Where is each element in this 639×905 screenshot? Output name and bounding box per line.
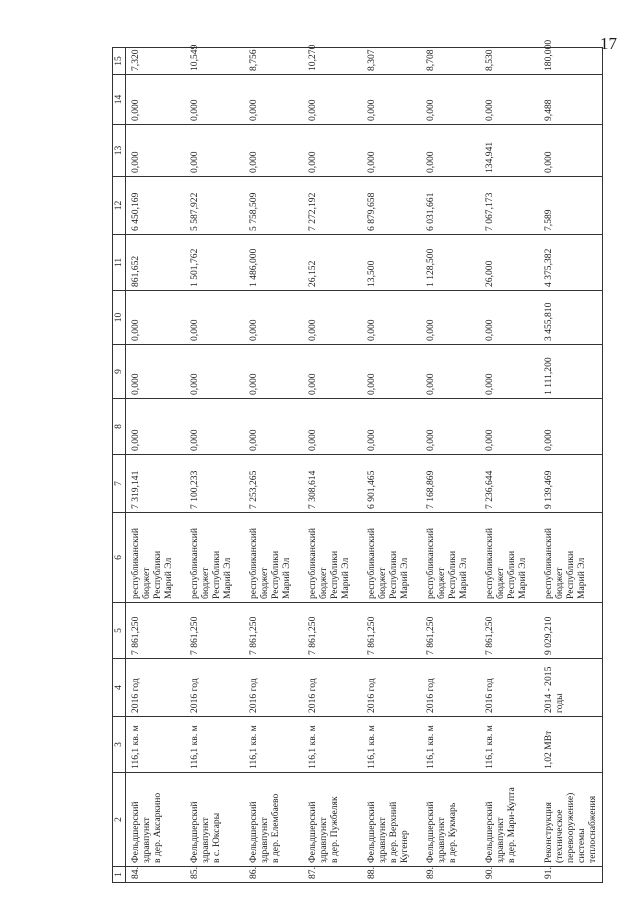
column-header-10: 10 [113, 291, 126, 345]
table-cell-col-15: 10,549 [185, 48, 244, 75]
table-cell-col-6: республиканский бюджет Республики Марий Эл [421, 513, 480, 603]
table-cell-col-15: 180,000 [539, 48, 603, 75]
table-cell-col-2: Фельдшерский здравпункт в дер. Аксаркино [126, 773, 186, 867]
table-cell-col-7: 7 308,614 [303, 455, 362, 513]
table-cell-col-9: 0,000 [362, 345, 421, 399]
table-cell-col-3: 116,1 кв. м [421, 717, 480, 773]
table-row [126, 48, 186, 883]
table-cell-col-3: 116,1 кв. м [480, 717, 539, 773]
table-cell-col-14: 0,000 [421, 75, 480, 125]
table-cell-col-5: 7 861,250 [185, 603, 244, 659]
column-number-row [113, 48, 126, 883]
table-cell-col-15: 8,708 [421, 48, 480, 75]
table-cell-col-11: 26,000 [480, 235, 539, 291]
table-cell-col-13: 0,000 [539, 125, 603, 177]
table-cell-col-3: 116,1 кв. м [303, 717, 362, 773]
table-cell-col-2: Фельдшерский здравпункт в дер. Кукмарь [421, 773, 480, 867]
table-cell-col-14: 9,488 [539, 75, 603, 125]
table-cell-col-12: 6 450,169 [126, 177, 186, 235]
column-header-1: 1 [113, 867, 126, 883]
table-cell-col-4: 2016 год [480, 659, 539, 717]
table-cell-col-15: 7,320 [126, 48, 186, 75]
table-cell-col-2: Реконструкция (техническое перевооружение) системы теплоснабжения [539, 773, 603, 867]
table-cell-col-11: 13,500 [362, 235, 421, 291]
column-header-4: 4 [113, 659, 126, 717]
table-cell-col-2: Фельдшерский здравпункт в дер. Пужбеляк [303, 773, 362, 867]
table-cell-col-12: 7,589 [539, 177, 603, 235]
table-row [539, 48, 603, 883]
table-cell-col-10: 0,000 [362, 291, 421, 345]
table-cell-col-1: 90. [480, 867, 539, 883]
table-cell-col-3: 116,1 кв. м [244, 717, 303, 773]
table-cell-col-3: 1,02 МВт [539, 717, 603, 773]
table-cell-col-9: 0,000 [244, 345, 303, 399]
column-header-7: 7 [113, 455, 126, 513]
table-cell-col-3: 116,1 кв. м [362, 717, 421, 773]
table-cell-col-6: республиканский бюджет Республики Марий Эл [539, 513, 603, 603]
table-cell-col-11: 1 128,500 [421, 235, 480, 291]
rotated-table-container [112, 39, 599, 883]
table-cell-col-12: 6 031,661 [421, 177, 480, 235]
table-cell-col-13: 0,000 [185, 125, 244, 177]
table-cell-col-14: 0,000 [303, 75, 362, 125]
table-cell-col-5: 7 861,250 [244, 603, 303, 659]
table-cell-col-15: 8,530 [480, 48, 539, 75]
table-cell-col-7: 9 139,469 [539, 455, 603, 513]
table-cell-col-11: 861,652 [126, 235, 186, 291]
column-header-12: 12 [113, 177, 126, 235]
table-cell-col-5: 7 861,250 [421, 603, 480, 659]
column-header-15: 15 [113, 48, 126, 75]
table-cell-col-9: 0,000 [421, 345, 480, 399]
table-cell-col-12: 5 758,509 [244, 177, 303, 235]
table-cell-col-1: 89. [421, 867, 480, 883]
table-cell-col-6: республиканский бюджет Республики Марий Эл [185, 513, 244, 603]
column-header-13: 13 [113, 125, 126, 177]
table-cell-col-14: 0,000 [480, 75, 539, 125]
table-cell-col-12: 6 879,658 [362, 177, 421, 235]
table-cell-col-9: 1 111,200 [539, 345, 603, 399]
table-cell-col-9: 0,000 [303, 345, 362, 399]
table-cell-col-6: республиканский бюджет Республики Марий Эл [126, 513, 186, 603]
table-row [421, 48, 480, 883]
table-row [362, 48, 421, 883]
table-row [303, 48, 362, 883]
table-cell-col-11: 4 375,382 [539, 235, 603, 291]
table-cell-col-13: 0,000 [244, 125, 303, 177]
table-cell-col-2: Фельдшерский здравпункт в дер. Верхний Кугенер [362, 773, 421, 867]
table-cell-col-2: Фельдшерский здравпункт в дер. Мари-Купта [480, 773, 539, 867]
table-cell-col-8: 0,000 [362, 399, 421, 455]
table-cell-col-5: 7 861,250 [362, 603, 421, 659]
table-cell-col-10: 0,000 [421, 291, 480, 345]
column-header-8: 8 [113, 399, 126, 455]
table-cell-col-4: 2016 год [244, 659, 303, 717]
table-cell-col-15: 8,307 [362, 48, 421, 75]
table-row [185, 48, 244, 883]
table-cell-col-14: 0,000 [244, 75, 303, 125]
table-cell-col-8: 0,000 [480, 399, 539, 455]
table-cell-col-6: республиканский бюджет Республики Марий Эл [362, 513, 421, 603]
table-cell-col-5: 7 861,250 [480, 603, 539, 659]
table-cell-col-4: 2016 год [126, 659, 186, 717]
table-cell-col-8: 0,000 [539, 399, 603, 455]
table-cell-col-9: 0,000 [480, 345, 539, 399]
table-cell-col-7: 7 253,265 [244, 455, 303, 513]
column-header-3: 3 [113, 717, 126, 773]
table-cell-col-14: 0,000 [126, 75, 186, 125]
column-header-5: 5 [113, 603, 126, 659]
column-header-11: 11 [113, 235, 126, 291]
table-cell-col-4: 2014 - 2015 годы [539, 659, 603, 717]
table-row [244, 48, 303, 883]
table-body [126, 39, 603, 883]
table-cell-col-6: республиканский бюджет Республики Марий Эл [480, 513, 539, 603]
table-cell-col-13: 0,000 [362, 125, 421, 177]
table-cell-col-12: 7 067,173 [480, 177, 539, 235]
table-cell-col-2: Фельдшерский здравпункт в с. Юксары [185, 773, 244, 867]
table-cell-col-5: 7 861,250 [126, 603, 186, 659]
table-cell-col-7: 7 236,644 [480, 455, 539, 513]
table-cell-col-4: 2016 год [421, 659, 480, 717]
table-cell-col-10: 0,000 [185, 291, 244, 345]
table-cell-col-12: 7 272,192 [303, 177, 362, 235]
table-cell-col-1: 85. [185, 867, 244, 883]
table-cell-col-7: 6 901,465 [362, 455, 421, 513]
table-cell-col-10: 0,000 [244, 291, 303, 345]
table-cell-col-7: 7 100,233 [185, 455, 244, 513]
table-cell-col-9: 0,000 [126, 345, 186, 399]
table-cell-col-12: 5 587,922 [185, 177, 244, 235]
table-cell-col-10: 0,000 [126, 291, 186, 345]
table-cell-col-4: 2016 год [185, 659, 244, 717]
table-cell-col-6: республиканский бюджет Республики Марий Эл [303, 513, 362, 603]
table-cell-col-1: 84. [126, 867, 186, 883]
table-cell-col-15: 10,270 [303, 48, 362, 75]
table-cell-col-7: 7 168,869 [421, 455, 480, 513]
table-cell-col-3: 116,1 кв. м [185, 717, 244, 773]
table-cell-col-11: 26,152 [303, 235, 362, 291]
table-cell-col-10: 0,000 [480, 291, 539, 345]
table-cell-col-5: 9 029,210 [539, 603, 603, 659]
rotated-table-area [112, 39, 599, 883]
table-cell-col-13: 134,941 [480, 125, 539, 177]
table-cell-col-10: 3 455,810 [539, 291, 603, 345]
page-number: 17 [600, 34, 617, 53]
table-cell-col-9: 0,000 [185, 345, 244, 399]
column-header-14: 14 [113, 75, 126, 125]
table-cell-col-5: 7 861,250 [303, 603, 362, 659]
table-cell-col-1: 91. [539, 867, 603, 883]
table-cell-col-4: 2016 год [362, 659, 421, 717]
column-header-6: 6 [113, 513, 126, 603]
table-cell-col-13: 0,000 [421, 125, 480, 177]
table-cell-col-4: 2016 год [303, 659, 362, 717]
table-cell-col-8: 0,000 [421, 399, 480, 455]
table-cell-col-11: 1 501,762 [185, 235, 244, 291]
table-cell-col-14: 0,000 [185, 75, 244, 125]
table-cell-col-7: 7 319,141 [126, 455, 186, 513]
table-cell-col-13: 0,000 [303, 125, 362, 177]
table-cell-col-13: 0,000 [126, 125, 186, 177]
table-cell-col-6: республиканский бюджет Республики Марий Эл [244, 513, 303, 603]
table-cell-col-8: 0,000 [185, 399, 244, 455]
table-cell-col-8: 0,000 [303, 399, 362, 455]
table-cell-col-11: 1 486,000 [244, 235, 303, 291]
table-cell-col-2: Фельдшерский здравпункт в дер. Елембаево [244, 773, 303, 867]
investment-table [112, 39, 603, 883]
table-cell-col-10: 0,000 [303, 291, 362, 345]
column-header-2: 2 [113, 773, 126, 867]
table-cell-col-3: 116,1 кв. м [126, 717, 186, 773]
column-header-9: 9 [113, 345, 126, 399]
table-row [480, 48, 539, 883]
table-cell-col-14: 0,000 [362, 75, 421, 125]
table-cell-col-1: 88. [362, 867, 421, 883]
table-cell-col-8: 0,000 [244, 399, 303, 455]
table-cell-col-15: 8,756 [244, 48, 303, 75]
table-cell-col-1: 86. [244, 867, 303, 883]
table-cell-col-1: 87. [303, 867, 362, 883]
table-cell-col-8: 0,000 [126, 399, 186, 455]
